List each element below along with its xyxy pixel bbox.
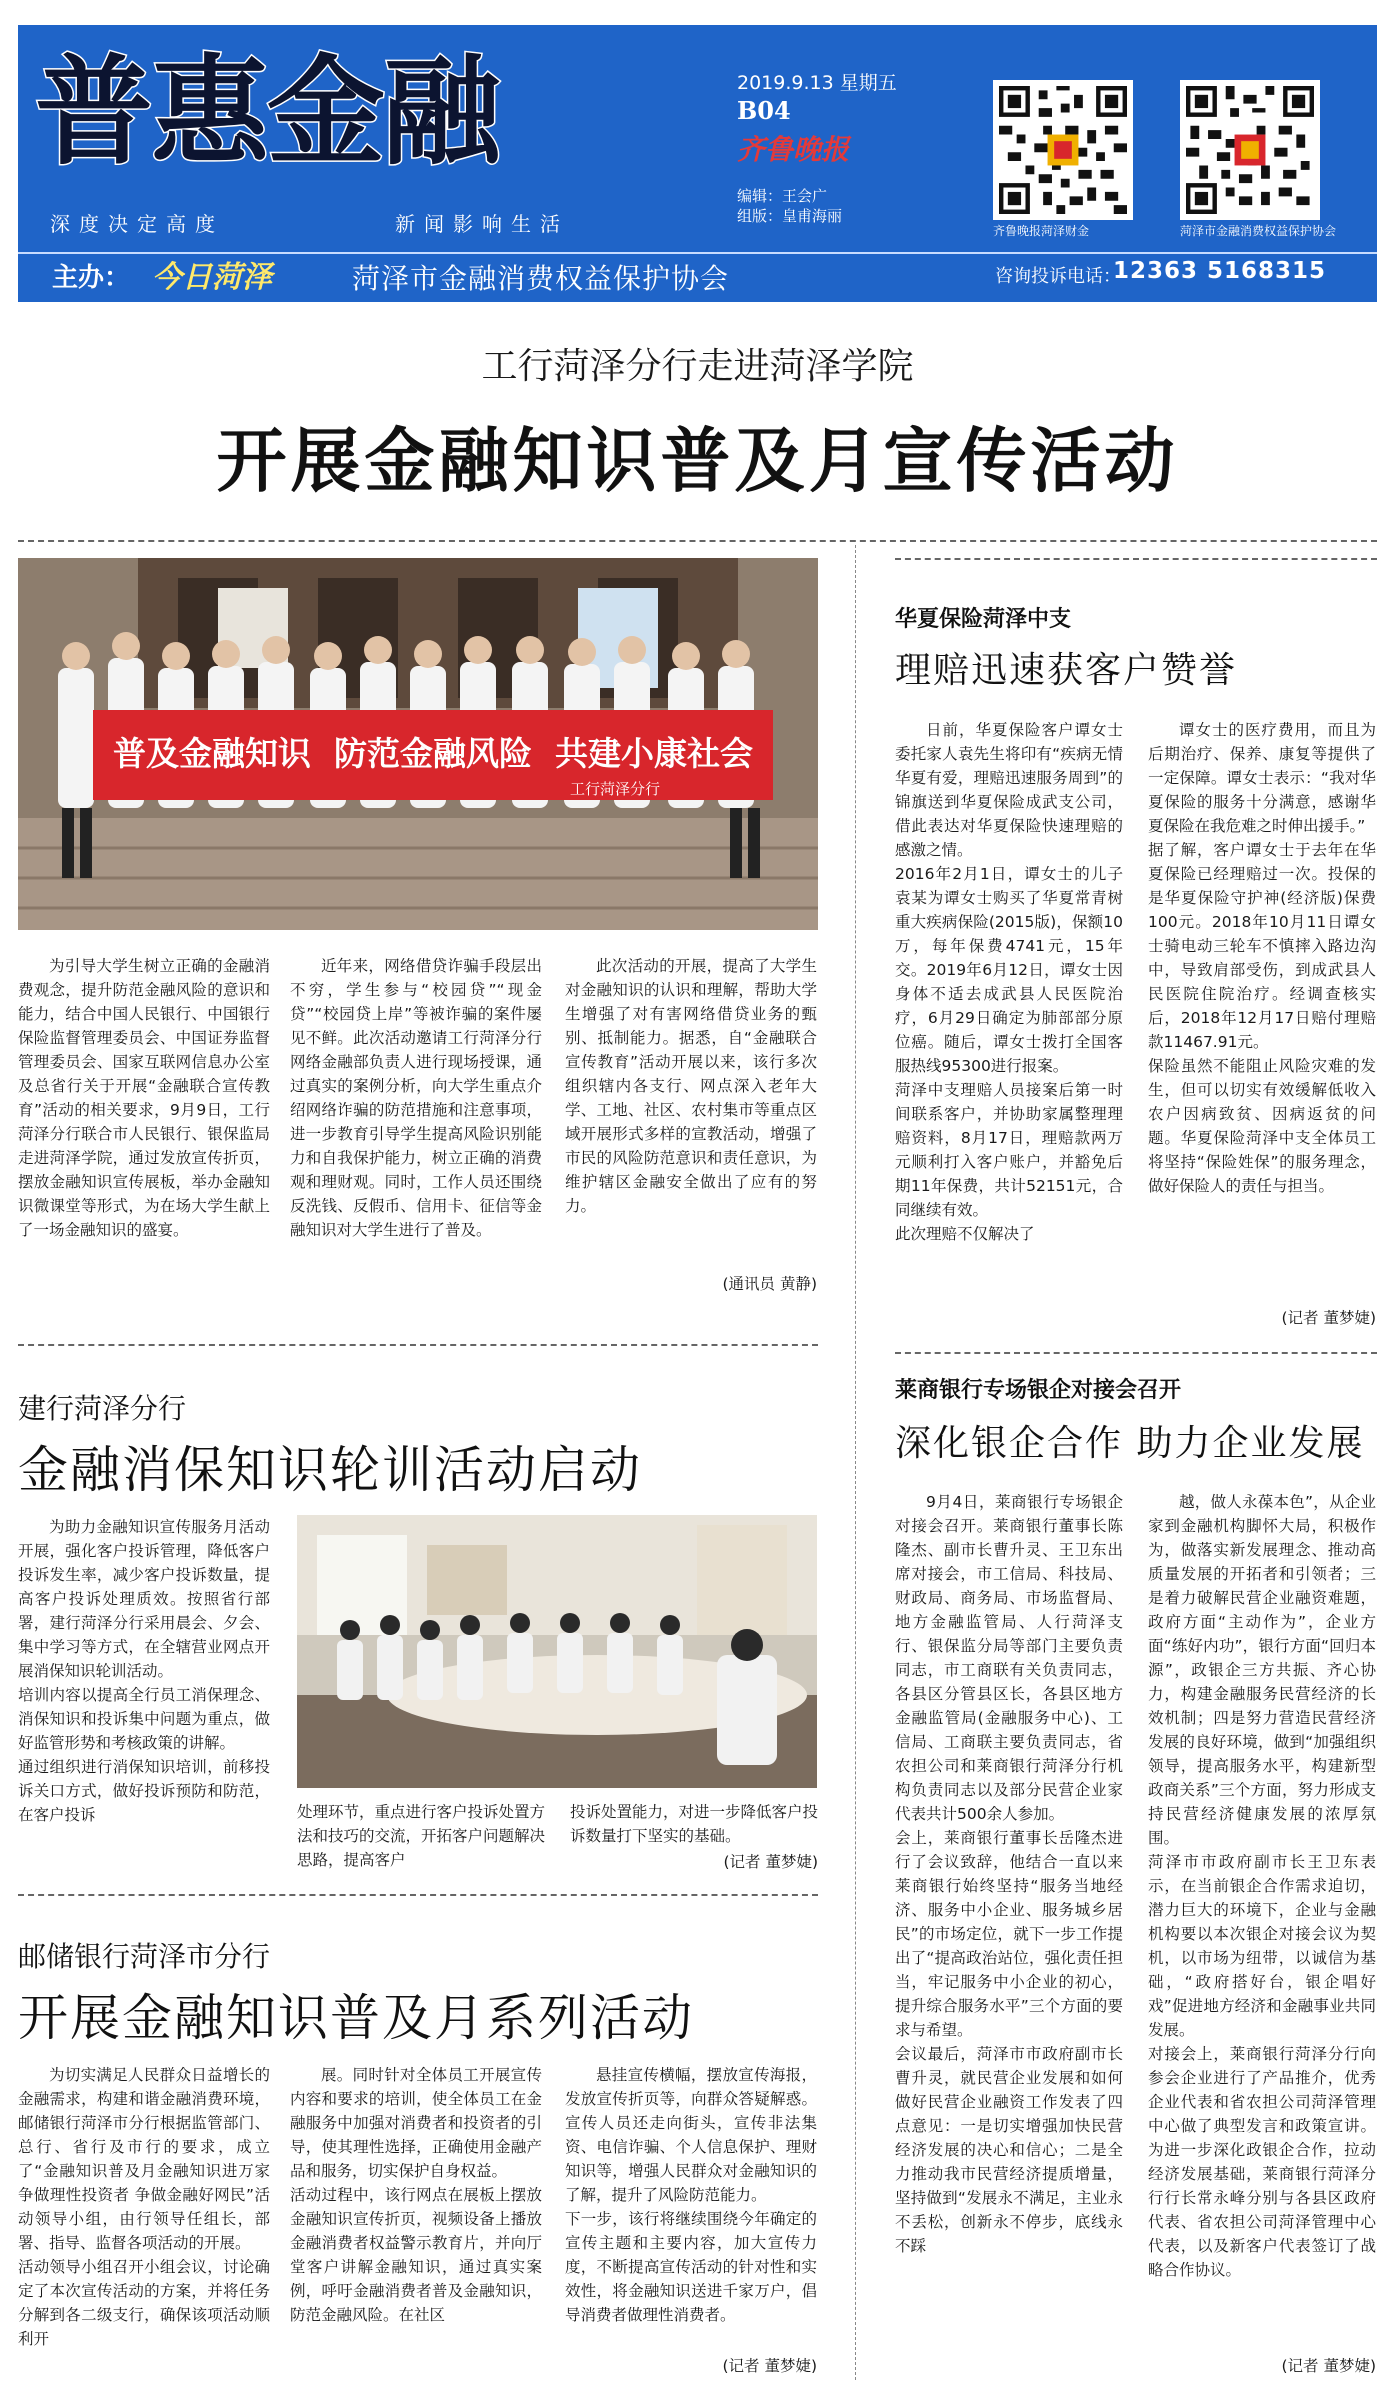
masthead-slogan-right: 新闻影响生活 (395, 212, 569, 236)
article3-byline: (记者 董梦婕) (723, 1853, 818, 1871)
article4-kicker: 莱商银行专场银企对接会召开 (895, 1378, 1182, 1403)
article3-col2: 处理环节，重点进行客户投诉处置方法和技巧的交流，开拓客户问题解决思路，提高客户 (297, 1803, 546, 1869)
article4-headline: 深化银企合作 助力企业发展 (895, 1423, 1365, 1464)
banner-slogan: 普及金融知识 防范金融风险 共建小康社会 (113, 734, 753, 773)
column-divider (855, 545, 856, 2380)
qr-code-right[interactable] (1180, 80, 1320, 220)
article5-kicker: 邮储银行菏泽市分行 (18, 1940, 271, 1973)
article1-col2: 近年来，网络借贷诈骗手段层出不穷，学生参与“校园贷”“现金贷”“校园贷上岸”等被诈骗的案件屡见不鲜。此次活动邀请工行菏泽分行网络金融部负责人进行现场授课，通过真实的案例分析，向大学生重点介绍网络诈骗的防范措施和注意事项，进一步教育引导学生提高风险识别能力和自我保护能力，树立正确的消费观和理财观。同时，工作人员还围绕反洗钱、反假币、信用卡、征信等金融知识对大学生进行了普及。 (290, 957, 542, 1239)
issue-page: B04 (737, 96, 791, 125)
article4-divider (895, 1352, 1377, 1354)
article2-col2: 谭女士的医疗费用，而且为后期治疗、保养、康复等提供了一定保障。谭女士表示：“我对华夏保险的服务十分满意，感谢华夏保险在我危难之时伸出援手。” 据了解，客户谭女士于去年在华夏保险已经理赔过一次。投保的是华夏保险守护神(经济版)保费100元。2018年10月11日谭女士骑电动三轮车不慎摔入路边沟中，导致肩部受伤，到成武县人民医院住院治疗。经调查核实后，2018年12月17日赔付理赔款11467.91元。 保险虽然不能阻止风险灾难的发生，但可以切实有效缓解低收入农户因病致贫、因病返贫的问题。华夏保险菏泽中支全体员工将坚持“保险姓保”的服务理念，做好保险人的责任与担当。 (1148, 721, 1376, 1195)
qr-left-caption: 齐鲁晚报菏泽财金 (993, 224, 1090, 238)
article3-headline: 金融消保知识轮训活动启动 (18, 1441, 642, 1499)
article4-byline: (记者 董梦婕) (1281, 2357, 1376, 2375)
qr-code-right-icon (1186, 86, 1314, 214)
banner-org: 工行菏泽分行 (570, 780, 661, 798)
article1-byline: (通讯员 黄静) (722, 1275, 817, 1293)
article2-kicker: 华夏保险菏泽中支 (895, 607, 1072, 632)
sponsor-association: 菏泽市金融消费权益保护协会 (352, 262, 730, 295)
paper-logo: 齐鲁晚报 (737, 133, 850, 166)
masthead-slogan-left: 深度决定高度 (50, 212, 224, 236)
article2-divider (895, 558, 1377, 560)
article2-byline: (记者 董梦婕) (1281, 1309, 1376, 1327)
article5-headline: 开展金融知识普及月系列活动 (18, 1989, 694, 2047)
layout-editor-name: 组版：皇甫海丽 (737, 207, 843, 225)
article3-kicker: 建行菏泽分行 (18, 1392, 187, 1425)
article5-col1: 为切实满足人民群众日益增长的金融需求，构建和谐金融消费环境，邮储银行菏泽市分行根据监管部门、总行、省行及市行的要求，成立了“金融知识普及月金融知识进万家 争做理性投资者 争做金融好网民”活动领导小组，由行领导任组长，部署、指导、监督各项活动的开展。 活动领导小组召开小组会议，讨论确定了本次宣传活动的方案，并将任务分解到各二级支行，确保该项活动顺利开 (18, 2066, 270, 2348)
qr-right-caption: 菏泽市金融消费权益保护协会 (1180, 224, 1337, 238)
hotline-number: 12363 5168315 (1113, 258, 1327, 284)
sponsor-label: 主办： (52, 263, 131, 293)
editor-name: 编辑：王会广 (737, 187, 828, 205)
article2-headline: 理赔迅速获客户赞誉 (895, 650, 1238, 691)
article1-headline: 开展金融知识普及月宣传活动 (216, 420, 1179, 502)
editor-credits (737, 186, 842, 226)
article4-col1: 9月4日，莱商银行专场银企对接会召开。莱商银行董事长陈隆杰、副市长曹升灵、王卫东出席对接会，市工信局、科技局、财政局、商务局、市场监督局、地方金融监管局、人行菏泽支行、银保监分局等部门主要负责同志，市工商联有关负责同志，各县区分管县区长，各县区地方金融监管局(金融服务中心)、工信局、工商联主要负责同志，省农担公司和莱商银行菏泽分行机构负责同志以及部分民营企业家代表共计500余人参加。 会上，莱商银行董事长岳隆杰进行了会议致辞，他结合一直以来莱商银行始终坚持“服务当地经济、服务中小企业、服务城乡居民”的市场定位，就下一步工作提出了“提高政治站位，强化责任担当，牢记服务中小企业的初心，提升综合服务水平”三个方面的要求与希望。 会议最后，菏泽市市政府副市长曹升灵，就民营企业发展和如何做好民营企业融资工作发表了四点意见：一是切实增强加快民营经济发展的决心和信心；二是全力推动我市民营经济提质增量，坚持做到“发展永不满足，主业永不丢松，创新永不停步，底线永不踩 (895, 1493, 1123, 2255)
article1-col1: 为引导大学生树立正确的金融消费观念，提升防范金融风险的意识和能力，结合中国人民银行、中国银行保险监督管理委员会、中国证券监督管理委员会、国家互联网信息办公室及总省行关于开展“金融联合宣传教育”活动的相关要求，9月9日，工行菏泽分行联合市人民银行、银保监局走进菏泽学院，通过发放宣传折页，摆放金融知识宣传展板，举办金融知识微课堂等形式，为在场大学生献上了一场金融知识的盛宴。 (18, 957, 270, 1239)
article5-col3: 悬挂宣传横幅，摆放宣传海报，发放宣传折页等，向群众答疑解惑。宣传人员还走向街头，宣传非法集资、电信诈骗、个人信息保护、理财知识等，增强人民群众对金融知识的了解，提升了风险防范能力。 下一步，该行将继续围绕今年确定的宣传主题和主要内容，加大宣传力度，不断提高宣传活动的针对性和实效性，将金融知识送进千家万户，倡导消费者做理性消费者。 (565, 2066, 817, 2324)
training-photo-image (297, 1515, 817, 1788)
article5-byline: (记者 董梦婕) (722, 2357, 817, 2375)
qr-code-left[interactable] (993, 80, 1133, 220)
sponsor-logo: 今日菏泽 (152, 260, 272, 295)
masthead-title: 普惠金融 (35, 43, 500, 181)
article4-col2: 越，做人永葆本色”，从企业家到金融机构脚怀大局，积极作为，做落实新发展理念、推动高质量发展的开拓者和引领者；三是着力破解民营企业融资难题，政府方面“主动作为”，企业方面“练好内功”，银行方面“回归本源”，政银企三方共振、齐心协力，构建金融服务民营经济的长效机制；四是努力营造民营经济发展的良好环境，做到“加强组织领导，提高服务水平，构建新型政商关系”三个方面，努力形成支持民营经济健康发展的浓厚氛围。 菏泽市市政府副市长王卫东表示，在当前银企合作需求迫切，潜力巨大的环境下，企业与金融机构要以本次银企对接会议为契机，以市场为纽带，以诚信为基础，“政府搭好台，银企唱好戏”促进地方经济和金融事业共同发展。 对接会上，莱商银行菏泽分行向参会企业进行了产品推介，优秀企业代表和省农担公司菏泽管理中心做了典型发言和政策宣讲。为进一步深化政银企合作，拉动经济发展基础，莱商银行菏泽分行行长常永峰分别与各县区政府代表、省农担公司菏泽管理中心代表，以及新客户代表签订了战略合作协议。 (1148, 1493, 1376, 2279)
article5-divider (18, 1894, 818, 1896)
article2-col1: 日前，华夏保险客户谭女士委托家人袁先生将印有“疾病无情华夏有爱，理赔迅速服务周到”的锦旗送到华夏保险成武支公司，借此表达对华夏保险快速理赔的感激之情。 2016年2月1日，谭女士的儿子袁某为谭女士购买了华夏常青树重大疾病保险(2015版)，保额10万，每年保费4741元，15年交。2019年6月12日，谭女士因身体不适去成武县人民医院治疗，6月29日确定为肺部部分原位癌。随后，谭女士拨打全国客服热线95300进行报案。 菏泽中支理赔人员接案后第一时间联系客户，并协助家属整理理赔资料，8月17日，理赔款两万元顺利打入客户账户，并豁免后期11年保费，共计52151元，合同继续有效。 此次理赔不仅解决了 (895, 721, 1123, 1243)
article1-col3: 此次活动的开展，提高了大学生对金融知识的认识和理解，帮助大学生增强了对有害网络借贷业务的甄别、抵制能力。据悉，自“金融联合宣传教育”活动开展以来，该行多次组织辖内各支行、网点深入老年大学、工地、社区、农村集市等重点区域开展形式多样的宣教活动，增强了市民的风险防范意识和责任意识，为维护辖区金融安全做出了应有的努力。 (565, 957, 817, 1215)
article3-col1: 为助力金融知识宣传服务月活动开展，强化客户投诉管理，降低客户投诉发生率，减少客户投诉数量，提高客户投诉处理质效。按照省行部署，建行菏泽分行采用晨会、夕会、集中学习等方式，在全辖营业网点开展消保知识轮训活动。 培训内容以提高全行员工消保理念、消保知识和投诉集中问题为重点，做好监管形势和考核政策的讲解。 通过组织进行消保知识培训，前移投诉关口方式，做好投诉预防和防范，在客户投诉 (18, 1518, 270, 1824)
article3-divider (18, 1344, 818, 1346)
hotline-label: 咨询投诉电话： (995, 266, 1121, 287)
qr-code-left-icon (999, 86, 1127, 214)
article3-photo (297, 1515, 817, 1788)
issue-date: 2019.9.13 星期五 (737, 72, 897, 94)
article1-kicker: 工行菏泽分行走进菏泽学院 (481, 346, 914, 387)
headline-divider (18, 540, 1377, 542)
article3-col3: 投诉处置能力，对进一步降低客户投诉数量打下坚实的基础。 (570, 1803, 819, 1845)
article5-col2: 展。同时针对全体员工开展宣传内容和要求的培训，使全体员工在金融服务中加强对消费者和投资者的引导，使其理性选择，正确使用金融产品和服务，切实保护自身权益。 活动过程中，该行网点在展板上摆放金融知识宣传折页，视频设备上播放金融消费者权益警示教育片，并向厅堂客户讲解金融知识，通过真实案例，呼吁金融消费者普及金融知识，防范金融风险。在社区 (290, 2066, 542, 2324)
